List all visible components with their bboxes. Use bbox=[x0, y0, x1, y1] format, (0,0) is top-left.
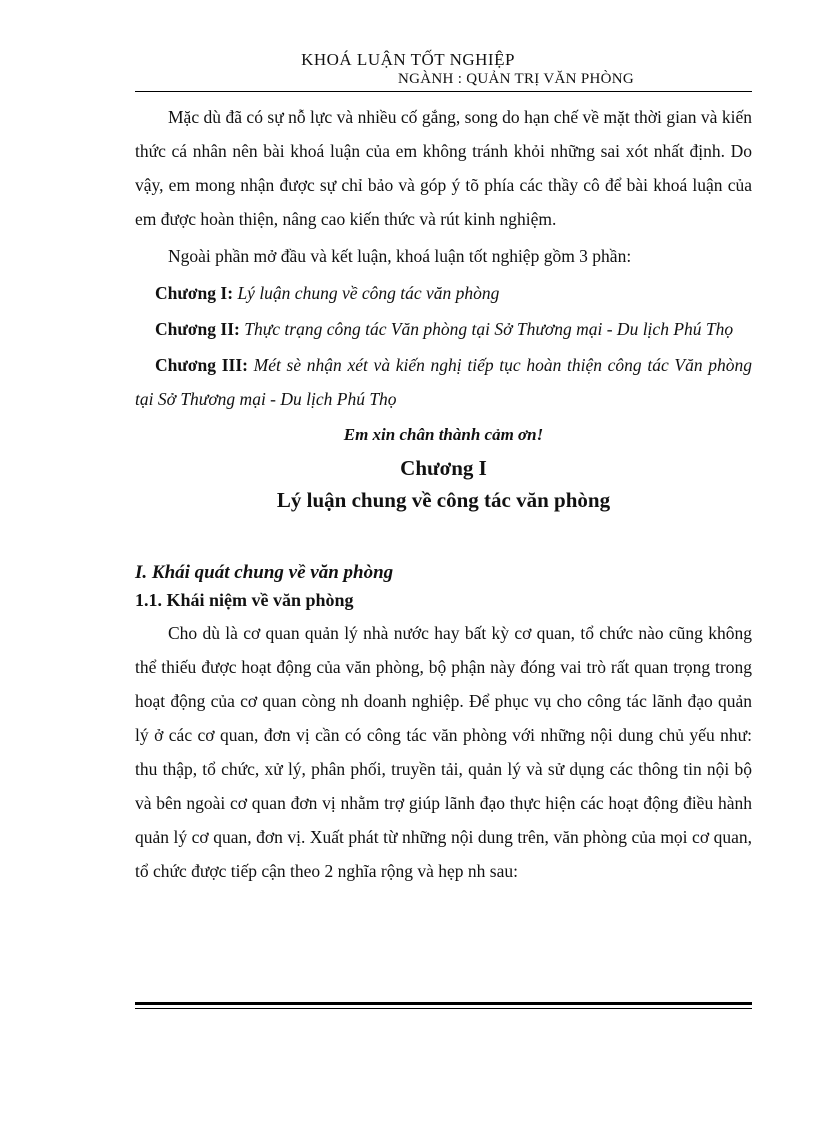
chapter-title: Thực trạng công tác Văn phòng tại Sở Thương mại - Du lịch Phú Thọ bbox=[244, 319, 734, 339]
chapter-title: Lý luận chung về công tác văn phòng bbox=[237, 283, 500, 303]
header-subtitle: NGÀNH : QUẢN TRỊ VĂN PHÒNG bbox=[398, 71, 635, 87]
chapter-title: Mét sè nhận xét và kiến nghị tiếp tục hoàn thiện công tác Văn phòng tại Sở Thương mại - Du lịch Phú Thọ bbox=[135, 355, 753, 409]
chapter-label: Chương I: bbox=[155, 283, 234, 303]
section-body-paragraph: Cho dù là cơ quan quản lý nhà nước hay bất kỳ cơ quan, tổ chức nào cũng không thể thiếu được hoạt động của văn phòng, bộ phận này đóng vai trò rất quan trọng trong hoạt động của cơ quan còng nh doanh nghiệp. Để phục vụ cho công tác lãnh đạo quản lý ở các cơ quan, đơn vị cần có công tác văn phòng với những nội dung chủ yếu như: thu thập, tổ chức, xử lý, phân phối, truyền tải, quản lý và sử dụng các thông tin nội bộ và bên ngoài cơ quan đơn vị nhằm trợ giúp lãnh đạo thực hiện các hoạt động điều hành quản lý cơ quan, đơn vị. Xuất phát từ những nội dung trên, văn phòng của mọi cơ quan, tổ chức được tiếp cận theo 2 nghĩa rộng và hẹp nh sau: bbox=[135, 623, 752, 881]
intro-paragraph-2: Ngoài phần mở đầu và kết luận, khoá luận tốt nghiệp gồm 3 phần: bbox=[168, 246, 632, 266]
chapter-title-heading: Lý luận chung về công tác văn phòng bbox=[276, 488, 611, 512]
intro-paragraph-1: Mặc dù đã có sự nỗ lực và nhiều cố gắng, song do hạn chế về mặt thời gian và kiến thức cá nhân nên bài khoá luận của em không tránh khỏi những sai xót nhất định. Do vậy, em mong nhận được sự chỉ bảo và góp ý tõ phía các thầy cô để bài khoá luận của em được hoàn thiện, nâng cao kiến thức và rút kinh nghiệm. bbox=[135, 107, 752, 229]
chapter-list-item-2 bbox=[135, 312, 752, 346]
thanks-line: Em xin chân thành cảm ơn! bbox=[343, 425, 544, 444]
chapter-label: Chương II: bbox=[155, 319, 240, 339]
footer-divider-thick bbox=[135, 1002, 752, 1005]
header-title: KHOÁ LUẬN TỐT NGHIỆP bbox=[301, 50, 515, 69]
chapter-label: Chương III: bbox=[155, 355, 248, 375]
chapter-list-item-1 bbox=[135, 276, 752, 310]
section-heading: I. Khái quát chung về văn phòng bbox=[135, 562, 394, 583]
footer-divider-thin bbox=[135, 1008, 752, 1009]
header-divider bbox=[135, 91, 752, 92]
page-body bbox=[135, 100, 752, 891]
chapter-number-heading: Chương I bbox=[400, 456, 487, 480]
subsection-heading: 1.1. Khái niệm về văn phòng bbox=[135, 590, 354, 610]
chapter-list-item-3 bbox=[135, 348, 752, 416]
